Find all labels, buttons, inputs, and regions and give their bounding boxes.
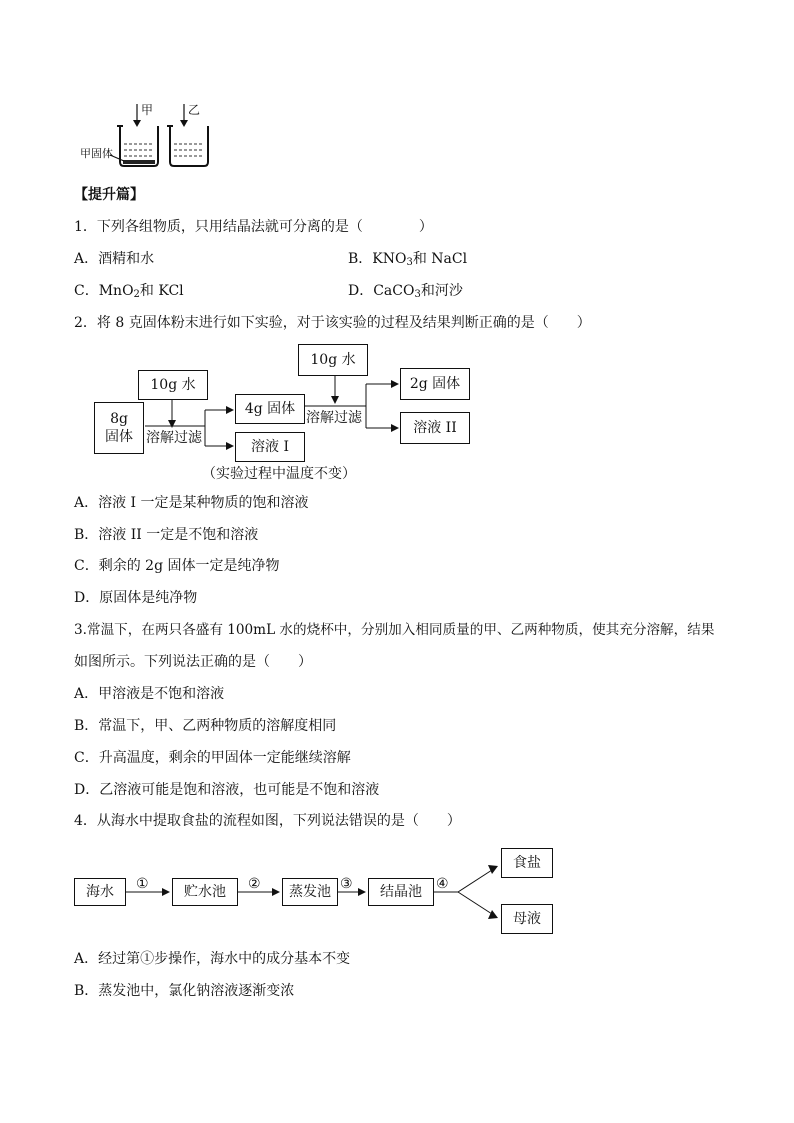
label-solid-jia: 甲固体 [80,147,113,160]
q4-crystallization-box: 结晶池 [368,878,434,906]
q4-mother-liquor-box: 母液 [501,904,553,934]
q2-solution2-box: 溶液 II [400,412,470,444]
beaker-figure [80,100,220,170]
q3-option-b: B．常温下，甲、乙两种物质的溶解度相同 [74,718,337,734]
q2-start-label: 固体 [105,429,133,445]
section-title: 【提升篇】 [74,187,144,203]
q4-option-b: B．蒸发池中，氯化钠溶液逐渐变浓 [74,983,295,999]
q3-stem-line2: 如图所示。下列说法正确的是（ ） [74,654,312,670]
q2-option-b: B．溶液 II 一定是不饱和溶液 [74,527,259,543]
q2-option-c: C．剩余的 2g 固体一定是纯净物 [74,558,280,574]
q4-seawater-box: 海水 [74,878,126,906]
q2-option-a: A．溶液 I 一定是某种物质的饱和溶液 [74,495,309,511]
q2-water1-box: 10g 水 [138,370,208,400]
q1-option-b: B．$KNO_3$和 NaCl [348,251,468,268]
label-yi: 乙 [188,103,201,117]
q4-evaporation-box: 蒸发池 [282,878,338,906]
q1-stem: 1．下列各组物质，只用结晶法就可分离的是（ ） [74,219,433,235]
q3-stem-line1: 3.常温下，在两只各盛有 100mL 水的烧杯中，分别加入相同质量的甲、乙两种物质，使其充分溶解，结果 [74,622,715,638]
q4-step3-label: ③ [340,876,353,892]
q4-step2-label: ② [248,876,261,892]
q2-solution1-box: 溶液 I [235,432,305,462]
q4-step1-label: ① [136,876,149,892]
q4-salt-box: 食盐 [501,848,553,878]
q2-start-box [94,402,144,454]
q2-water2-box: 10g 水 [298,344,368,376]
q1-option-d: D．CaCO$_3$和河沙 [348,283,463,300]
q4-stem: 4．从海水中提取食盐的流程如图，下列说法错误的是（ ） [74,813,461,829]
q3-option-d: D．乙溶液可能是饱和溶液，也可能是不饱和溶液 [74,782,380,798]
q1-option-c: C．MnO$_2$和 KCl [74,283,184,300]
q2-option-d: D．原固体是纯净物 [74,590,198,606]
q4-flow-diagram [72,846,562,936]
q2-start-mass: 8g [110,411,128,427]
q2-solid4-box: 4g 固体 [235,394,305,424]
q2-stem: 2．将 8 克固体粉末进行如下实验，对于该实验的过程及结果判断正确的是（ ） [74,315,591,331]
q4-storage-box: 贮水池 [172,878,238,906]
q3-option-c: C．升高温度，剩余的甲固体一定能继续溶解 [74,750,351,766]
q2-note: （实验过程中温度不变） [202,466,356,482]
q2-flow-diagram [90,342,490,487]
q4-option-a: A．经过第①步操作，海水中的成分基本不变 [74,951,351,967]
q4-step4-label: ④ [436,876,449,892]
label-jia: 甲 [141,103,154,117]
q1-option-a: A．酒精和水 [74,251,155,267]
q2-step2-label: 溶解过滤 [306,410,362,426]
q3-option-a: A．甲溶液是不饱和溶液 [74,686,225,702]
q2-step1-label: 溶解过滤 [146,430,202,446]
q2-solid2-box: 2g 固体 [400,368,470,400]
